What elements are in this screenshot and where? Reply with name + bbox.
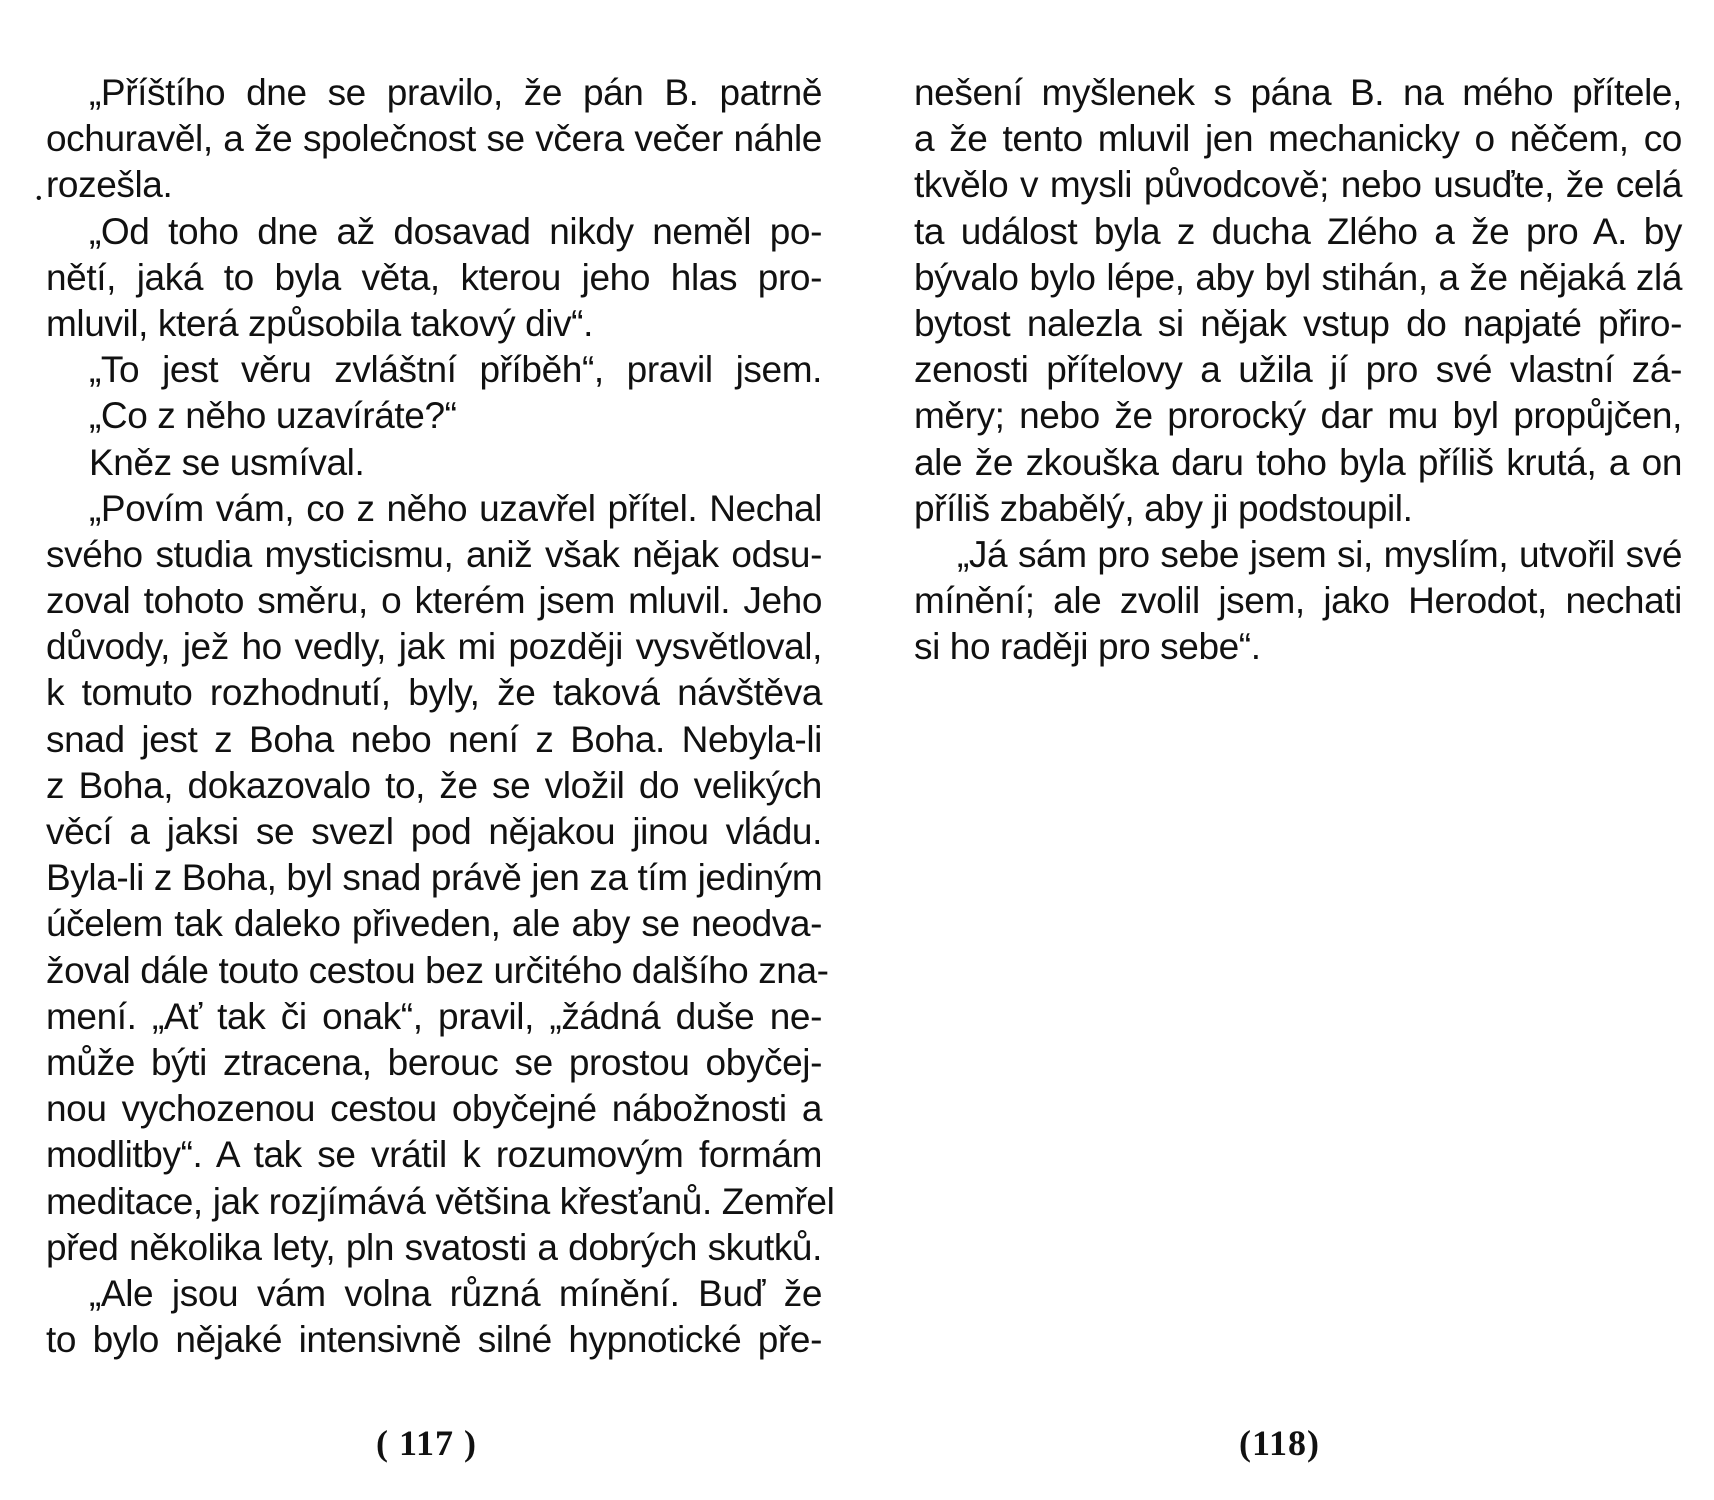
text-line: bývalo bylo lépe, aby byl stihán, a že nějaká zlá bbox=[914, 256, 1682, 298]
left-page-text bbox=[46, 70, 835, 1363]
text-line: může býti ztracena, berouc se prostou obyčej- bbox=[46, 1041, 822, 1083]
text-line: snad jest z Boha nebo není z Boha. Nebyla-li bbox=[46, 718, 822, 760]
text-line: si ho raději pro sebe“. bbox=[914, 626, 1261, 668]
text-line: • rozešla. bbox=[46, 162, 822, 208]
left-page-number: ( 117 ) bbox=[376, 1423, 477, 1463]
text-line: Byla-li z Boha, byl snad právě jen za tím jediným bbox=[46, 857, 823, 899]
text-line: věcí a jaksi se svezl pod nějakou jinou vládu. bbox=[46, 811, 822, 852]
text-line: důvody, jež ho vedly, jak mi později vysvětloval, bbox=[46, 626, 822, 668]
text-line: účelem tak daleko přiveden, ale aby se neodva- bbox=[46, 903, 822, 945]
text-line: mení. „Ať tak či onak“, pravil, „žádná duše ne- bbox=[46, 995, 822, 1037]
text-line: nou vychozenou cestou obyčejné nábožnosti a bbox=[46, 1088, 822, 1130]
text-line: ochuravěl, a že společnost se včera večer náhle bbox=[46, 118, 822, 160]
right-page-number: (118) bbox=[1239, 1423, 1320, 1463]
text-line: „Od toho dne až dosavad nikdy neměl po- bbox=[89, 210, 822, 252]
text-line: příliš zbabělý, aby ji podstoupil. bbox=[914, 487, 1413, 529]
text-line: svého studia mysticismu, aniž však nějak odsu- bbox=[46, 533, 822, 575]
text-line: žoval dále touto cestou bez určitého dalšího zna- bbox=[46, 949, 829, 991]
text-line: před několika lety, pln svatosti a dobrých skutků. bbox=[46, 1226, 822, 1268]
text-line: to bylo nějaké intensivně silné hypnotické pře- bbox=[46, 1319, 822, 1361]
text-line: zoval tohoto směru, o kterém jsem mluvil. Jeho bbox=[46, 580, 822, 622]
text-line: „Co z něho uzavíráte?“ bbox=[89, 395, 457, 437]
text-line: meditace, jak rozjímává většina křesťanů. Zemřel bbox=[46, 1180, 835, 1222]
text-line: nětí, jaká to byla věta, kterou jeho hlas pro- bbox=[46, 256, 822, 298]
text-line: „Příštího dne se pravilo, že pán B. patrně bbox=[89, 72, 822, 113]
text-line: „Ale jsou vám volna různá mínění. Buď že bbox=[89, 1272, 822, 1314]
text-line: nešení myšlenek s pána B. na mého přítele, bbox=[914, 72, 1682, 113]
text-line: zenosti přítelovy a užila jí pro své vlastní zá- bbox=[914, 349, 1682, 391]
right-page-text bbox=[914, 70, 1682, 670]
text-line: měry; nebo že prorocký dar mu byl propůjčen, bbox=[914, 395, 1682, 437]
text-line: ale že zkouška daru toho byla příliš krutá, a on bbox=[914, 441, 1682, 483]
text-line: mínění; ale zvolil jsem, jako Herodot, nechati bbox=[914, 580, 1682, 622]
text-line: z Boha, dokazovalo to, že se vložil do velikých bbox=[46, 764, 822, 806]
right-page bbox=[857, 0, 1714, 1500]
text-line: bytost nalezla si nějak vstup do napjaté přiro- bbox=[914, 302, 1682, 344]
text-line: ta událost byla z ducha Zlého a že pro A. by bbox=[914, 210, 1682, 252]
text-line: „Povím vám, co z něho uzavřel přítel. Nechal bbox=[89, 487, 822, 529]
text-line: Kněz se usmíval. bbox=[89, 441, 365, 483]
text-line: „Já sám pro sebe jsem si, myslím, utvořil své bbox=[957, 533, 1682, 575]
text-line: modlitby“. A tak se vrátil k rozumovým formám bbox=[46, 1134, 822, 1176]
text-line: mluvil, která způsobila takový div“. bbox=[46, 302, 593, 344]
text-line: „To jest věru zvláštní příběh“, pravil jsem. bbox=[89, 349, 822, 391]
text-line: k tomuto rozhodnutí, byly, že taková návštěva bbox=[46, 672, 822, 714]
text-line: a že tento mluvil jen mechanicky o něčem, co bbox=[914, 118, 1682, 160]
text-line: tkvělo v mysli původcově; nebo usuďte, že celá bbox=[914, 164, 1682, 206]
